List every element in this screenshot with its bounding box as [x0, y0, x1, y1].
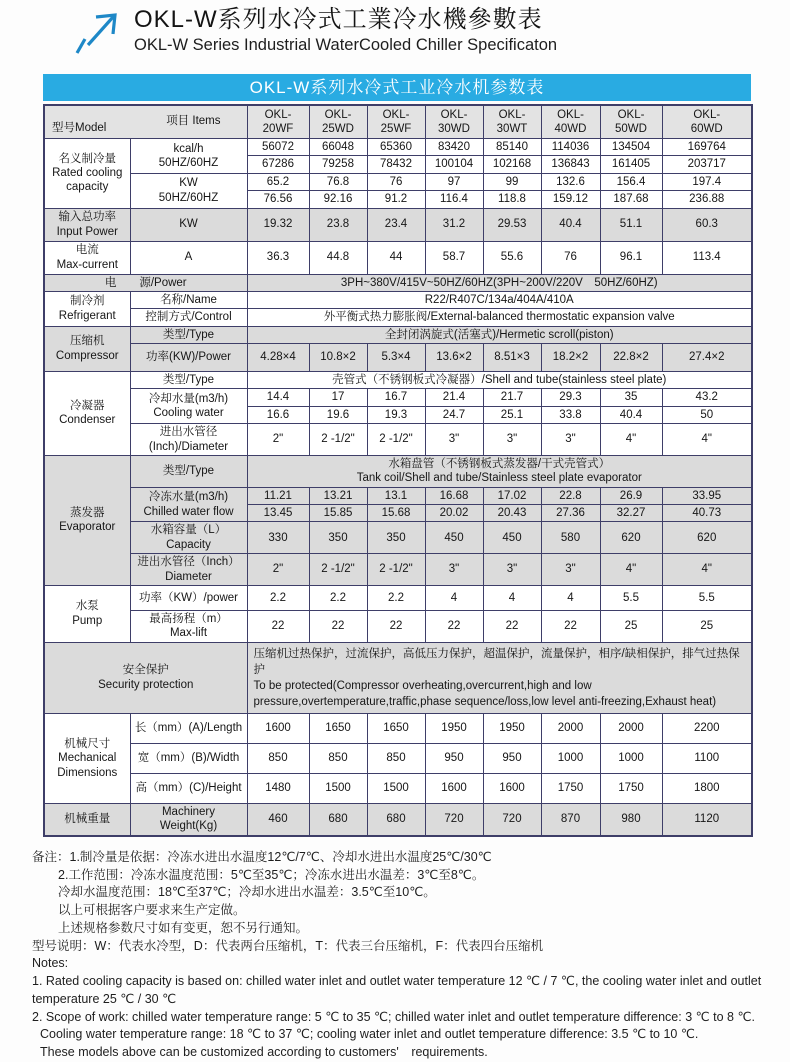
value-cell: 全封闭涡旋式(活塞式)/Hermetic scroll(piston) [247, 326, 752, 343]
model-header: OKL- 25WF [367, 105, 425, 139]
value-cell: 23.4 [367, 208, 425, 241]
value-cell: 36.3 [247, 241, 309, 274]
value-cell: 2" [247, 424, 309, 456]
value-cell: 720 [483, 804, 541, 836]
value-cell: R22/R407C/134a/404A/410A [247, 291, 752, 308]
value-cell: 134504 [600, 139, 662, 156]
value-cell: 22 [425, 610, 483, 642]
value-cell: 65360 [367, 139, 425, 156]
value-cell: 27.36 [541, 505, 600, 522]
corner-cell [44, 105, 247, 139]
value-cell: 169764 [662, 139, 752, 156]
table-row [44, 714, 752, 744]
section-label: 机械重量 [44, 804, 130, 836]
value-cell: 850 [367, 744, 425, 774]
item-label: 宽（mm）(B)/Width [130, 744, 247, 774]
value-cell: 18.2×2 [541, 344, 600, 372]
value-cell: 2.2 [309, 585, 367, 610]
value-cell: 17 [309, 389, 367, 406]
value-cell: 22.8 [541, 487, 600, 504]
note-line: 2.工作范围：冷冻水温度范围：5℃至35℃；冷冻水进出水温差：3℃至8℃。 [58, 867, 485, 882]
value-cell: 44 [367, 241, 425, 274]
value-cell: 1650 [309, 714, 367, 744]
value-cell: 44.8 [309, 241, 367, 274]
value-cell: 1650 [367, 714, 425, 744]
item-label: 类型/Type [130, 326, 247, 343]
table-row [44, 139, 752, 156]
model-header: OKL- 60WD [662, 105, 752, 139]
table-header-row [44, 105, 752, 139]
table-row [44, 487, 752, 504]
value-cell: 92.16 [309, 191, 367, 208]
value-cell: 外平衡式热力膨胀阀/External-balanced thermostatic expansion valve [247, 309, 752, 326]
table-row [44, 173, 752, 190]
model-header: OKL- 20WF [247, 105, 309, 139]
value-cell: 460 [247, 804, 309, 836]
value-cell: 67286 [247, 156, 309, 173]
value-cell: 60.3 [662, 208, 752, 241]
model-header: OKL- 50WD [600, 105, 662, 139]
value-cell: 870 [541, 804, 600, 836]
item-label: KW 50HZ/60HZ [130, 173, 247, 208]
value-cell: 97 [425, 173, 483, 190]
value-cell: 2 -1/2" [367, 424, 425, 456]
value-cell: 25.1 [483, 406, 541, 423]
value-cell: 197.4 [662, 173, 752, 190]
note-line: 冷却水温度范围：18℃至37℃；冷却水进出水温差：3.5℃至10℃。 [58, 885, 436, 900]
value-cell: 13.45 [247, 505, 309, 522]
value-cell: 2 -1/2" [367, 554, 425, 586]
table-row [44, 389, 752, 406]
item-label: kcal/h 50HZ/60HZ [130, 139, 247, 174]
value-cell: 950 [425, 744, 483, 774]
value-cell: 1500 [309, 774, 367, 804]
value-cell: 450 [425, 522, 483, 554]
value-cell: 91.2 [367, 191, 425, 208]
value-cell: 1000 [600, 744, 662, 774]
model-header: OKL- 40WD [541, 105, 600, 139]
section-label: 机械尺寸 Mechanical Dimensions [44, 714, 130, 804]
note-line: 1. Rated cooling capacity is based on: chilled water inlet and outlet water temperature 12 ℃ / 7 ℃, the cooling water inlet and outlet temperature 25 ℃ / 30 ℃ [32, 974, 762, 1006]
note-line: Cooling water temperature range: 18 ℃ to 37 ℃; cooling water inlet and outlet temperature difference: 3.5 ℃ to 10 ℃. [40, 1027, 699, 1042]
table-row [44, 455, 752, 487]
section-label: 安全保护 Security protection [44, 642, 247, 713]
section-label: 水泵 Pump [44, 585, 130, 642]
item-label: KW [130, 208, 247, 241]
value-cell: 压缩机过热保护，过流保护，高低压力保护，超温保护，流量保护，相序/缺相保护，排气过热保护 To be protected(Compressor overheating,overcurrent,high and low pressure,overtemperature,traffic,phase sequence/loss,low level anti-freezing,Exhaust heat) [247, 642, 752, 713]
value-cell: 11.21 [247, 487, 309, 504]
value-cell: 950 [483, 744, 541, 774]
value-cell: 680 [367, 804, 425, 836]
value-cell: 3" [541, 424, 600, 456]
item-label: 长（mm）(A)/Length [130, 714, 247, 744]
arrow-up-right-icon [72, 8, 124, 58]
value-cell: 56072 [247, 139, 309, 156]
table-row [44, 804, 752, 836]
value-cell: 22 [483, 610, 541, 642]
note-line: 型号说明：W：代表水冷型，D：代表两台压缩机，T：代表三台压缩机，F：代表四台压缩机 [32, 938, 544, 953]
value-cell: 15.68 [367, 505, 425, 522]
value-cell: 76.8 [309, 173, 367, 190]
section-label: 输入总功率 Input Power [44, 208, 130, 241]
value-cell: 136843 [541, 156, 600, 173]
value-cell: 2.2 [247, 585, 309, 610]
value-cell: 156.4 [600, 173, 662, 190]
value-cell: 2 -1/2" [309, 424, 367, 456]
value-cell: 450 [483, 522, 541, 554]
table-row [44, 424, 752, 456]
value-cell: 40.73 [662, 505, 752, 522]
value-cell: 350 [367, 522, 425, 554]
value-cell: 114036 [541, 139, 600, 156]
value-cell: 1100 [662, 744, 752, 774]
table-caption-bar: OKL-W系列水冷式工业冷水机参数表 [43, 74, 751, 101]
value-cell: 17.02 [483, 487, 541, 504]
value-cell: 23.8 [309, 208, 367, 241]
value-cell: 187.68 [600, 191, 662, 208]
value-cell: 43.2 [662, 389, 752, 406]
value-cell: 76.56 [247, 191, 309, 208]
value-cell: 2000 [600, 714, 662, 744]
section-label: 名义制冷量 Rated cooling capacity [44, 139, 130, 209]
value-cell: 79258 [309, 156, 367, 173]
value-cell: 19.6 [309, 406, 367, 423]
value-cell: 26.9 [600, 487, 662, 504]
value-cell: 壳管式（不锈钢板式冷凝器）/Shell and tube(stainless steel plate) [247, 372, 752, 389]
value-cell: 350 [309, 522, 367, 554]
table-row [44, 274, 752, 291]
item-label: 高（mm）(C)/Height [130, 774, 247, 804]
value-cell: 22 [309, 610, 367, 642]
value-cell: 51.1 [600, 208, 662, 241]
value-cell: 161405 [600, 156, 662, 173]
model-header: OKL- 30WD [425, 105, 483, 139]
value-cell: 3" [483, 424, 541, 456]
table-row [44, 642, 752, 713]
notes-block [32, 849, 768, 1062]
value-cell: 3" [425, 424, 483, 456]
note-line: 上述规格参数尺寸如有变更，恕不另行通知。 [58, 920, 309, 935]
value-cell: 1750 [600, 774, 662, 804]
value-cell: 20.02 [425, 505, 483, 522]
value-cell: 21.4 [425, 389, 483, 406]
value-cell: 14.4 [247, 389, 309, 406]
value-cell: 50 [662, 406, 752, 423]
value-cell: 4" [662, 424, 752, 456]
value-cell: 159.12 [541, 191, 600, 208]
section-label: 压缩机 Compressor [44, 326, 130, 371]
note-line: Notes: [32, 956, 69, 971]
value-cell: 3" [541, 554, 600, 586]
value-cell: 83420 [425, 139, 483, 156]
item-label: 进出水管径 (Inch)/Diameter [130, 424, 247, 456]
value-cell: 21.7 [483, 389, 541, 406]
page-title-en: OKL-W Series Industrial WaterCooled Chiller Specificaton [134, 35, 558, 54]
item-label: 水箱容量（L） Capacity [130, 522, 247, 554]
value-cell: 32.27 [600, 505, 662, 522]
table-row [44, 372, 752, 389]
value-cell: 3PH~380V/415V~50HZ/60HZ(3PH~200V/220V 50HZ/60HZ) [247, 274, 752, 291]
value-cell: 10.8×2 [309, 344, 367, 372]
value-cell: 5.5 [662, 585, 752, 610]
value-cell: 35 [600, 389, 662, 406]
value-cell: 4 [541, 585, 600, 610]
value-cell: 1500 [367, 774, 425, 804]
value-cell: 850 [247, 744, 309, 774]
value-cell: 20.43 [483, 505, 541, 522]
value-cell: 102168 [483, 156, 541, 173]
value-cell: 8.51×3 [483, 344, 541, 372]
value-cell: 29.3 [541, 389, 600, 406]
value-cell: 22 [541, 610, 600, 642]
value-cell: 4 [483, 585, 541, 610]
value-cell: 22.8×2 [600, 344, 662, 372]
value-cell: 236.88 [662, 191, 752, 208]
value-cell: 13.21 [309, 487, 367, 504]
value-cell: 78432 [367, 156, 425, 173]
value-cell: 1750 [541, 774, 600, 804]
value-cell: 16.68 [425, 487, 483, 504]
table-row [44, 208, 752, 241]
value-cell: 1600 [425, 774, 483, 804]
table-row [44, 241, 752, 274]
title-block [134, 6, 557, 55]
spec-table [43, 104, 753, 837]
value-cell: 118.8 [483, 191, 541, 208]
value-cell: 203717 [662, 156, 752, 173]
value-cell: 24.7 [425, 406, 483, 423]
note-line: 备注：1.制冷量是依据：冷冻水进出水温度12℃/7℃、冷却水进出水温度25℃/30℃ [32, 849, 492, 864]
model-header: OKL- 30WT [483, 105, 541, 139]
note-line: These models above can be customized according to customers' requirements. [40, 1045, 488, 1059]
value-cell: 1600 [483, 774, 541, 804]
value-cell: 680 [309, 804, 367, 836]
value-cell: 620 [600, 522, 662, 554]
section-label: 电流 Max-current [44, 241, 130, 274]
value-cell: 5.3×4 [367, 344, 425, 372]
value-cell: 55.6 [483, 241, 541, 274]
page-title-zh: OKL-W系列水冷式工業冷水機參數表 [134, 6, 543, 33]
item-label: 最高扬程（m） Max-lift [130, 610, 247, 642]
value-cell: 66048 [309, 139, 367, 156]
value-cell: 16.7 [367, 389, 425, 406]
value-cell: 1120 [662, 804, 752, 836]
item-label: 类型/Type [130, 372, 247, 389]
table-row [44, 774, 752, 804]
value-cell: 4.28×4 [247, 344, 309, 372]
value-cell: 13.6×2 [425, 344, 483, 372]
table-row [44, 610, 752, 642]
value-cell: 620 [662, 522, 752, 554]
value-cell: 76 [541, 241, 600, 274]
value-cell: 5.5 [600, 585, 662, 610]
value-cell: 22 [247, 610, 309, 642]
table-row [44, 522, 752, 554]
value-cell: 850 [309, 744, 367, 774]
value-cell: 22 [367, 610, 425, 642]
table-row [44, 554, 752, 586]
value-cell: 15.85 [309, 505, 367, 522]
value-cell: 40.4 [541, 208, 600, 241]
value-cell: 1950 [483, 714, 541, 744]
value-cell: 1480 [247, 774, 309, 804]
value-cell: 132.6 [541, 173, 600, 190]
item-label: 名称/Name [130, 291, 247, 308]
section-label: 制冷剂 Refrigerant [44, 291, 130, 326]
value-cell: 13.1 [367, 487, 425, 504]
item-label: Machinery Weight(Kg) [130, 804, 247, 836]
value-cell: 2000 [541, 714, 600, 744]
model-header: OKL- 25WD [309, 105, 367, 139]
value-cell: 65.2 [247, 173, 309, 190]
item-label: 冷冻水量(m3/h) Chilled water flow [130, 487, 247, 522]
value-cell: 85140 [483, 139, 541, 156]
value-cell: 水箱盘管（不锈钢板式蒸发器/干式壳管式） Tank coil/Shell and tube/Stainless steel plate evaporator [247, 455, 752, 487]
table-row [44, 326, 752, 343]
section-label: 冷凝器 Condenser [44, 372, 130, 456]
value-cell: 2 -1/2" [309, 554, 367, 586]
value-cell: 4" [600, 554, 662, 586]
value-cell: 2200 [662, 714, 752, 744]
value-cell: 76 [367, 173, 425, 190]
value-cell: 1000 [541, 744, 600, 774]
table-row [44, 744, 752, 774]
value-cell: 27.4×2 [662, 344, 752, 372]
value-cell: 25 [662, 610, 752, 642]
value-cell: 25 [600, 610, 662, 642]
corner-items-label: 项目 Items [166, 115, 221, 127]
table-row [44, 291, 752, 308]
value-cell: 980 [600, 804, 662, 836]
value-cell: 3" [425, 554, 483, 586]
value-cell: 4" [600, 424, 662, 456]
value-cell: 19.3 [367, 406, 425, 423]
value-cell: 40.4 [600, 406, 662, 423]
section-label: 蒸发器 Evaporator [44, 455, 130, 585]
value-cell: 330 [247, 522, 309, 554]
table-row [44, 344, 752, 372]
value-cell: 33.8 [541, 406, 600, 423]
value-cell: 720 [425, 804, 483, 836]
value-cell: 99 [483, 173, 541, 190]
value-cell: 2.2 [367, 585, 425, 610]
value-cell: 58.7 [425, 241, 483, 274]
value-cell: 116.4 [425, 191, 483, 208]
item-label: 进出水管径（Inch） Diameter [130, 554, 247, 586]
value-cell: 2" [247, 554, 309, 586]
item-label: A [130, 241, 247, 274]
value-cell: 31.2 [425, 208, 483, 241]
page-header [0, 0, 790, 58]
value-cell: 29.53 [483, 208, 541, 241]
value-cell: 100104 [425, 156, 483, 173]
corner-model-label: 型号Model [52, 121, 107, 134]
value-cell: 580 [541, 522, 600, 554]
item-label: 控制方式/Control [130, 309, 247, 326]
value-cell: 19.32 [247, 208, 309, 241]
item-label: 功率(KW)/Power [130, 344, 247, 372]
item-label: 类型/Type [130, 455, 247, 487]
value-cell: 16.6 [247, 406, 309, 423]
note-line: 以上可根据客户要求来生产定做。 [58, 903, 246, 917]
value-cell: 3" [483, 554, 541, 586]
value-cell: 1950 [425, 714, 483, 744]
value-cell: 1800 [662, 774, 752, 804]
value-cell: 113.4 [662, 241, 752, 274]
item-label: 冷却水量(m3/h) Cooling water [130, 389, 247, 424]
value-cell: 33.95 [662, 487, 752, 504]
value-cell: 4" [662, 554, 752, 586]
item-label: 功率（KW）/power [130, 585, 247, 610]
note-line: 2. Scope of work: chilled water temperature range: 5 ℃ to 35 ℃; chilled water inlet and outlet temperature difference: 3 ℃ to 8 ℃. [32, 1009, 755, 1024]
table-row [44, 309, 752, 326]
table-row [44, 585, 752, 610]
section-label: 电 源/Power [44, 274, 247, 291]
value-cell: 96.1 [600, 241, 662, 274]
value-cell: 4 [425, 585, 483, 610]
value-cell: 1600 [247, 714, 309, 744]
